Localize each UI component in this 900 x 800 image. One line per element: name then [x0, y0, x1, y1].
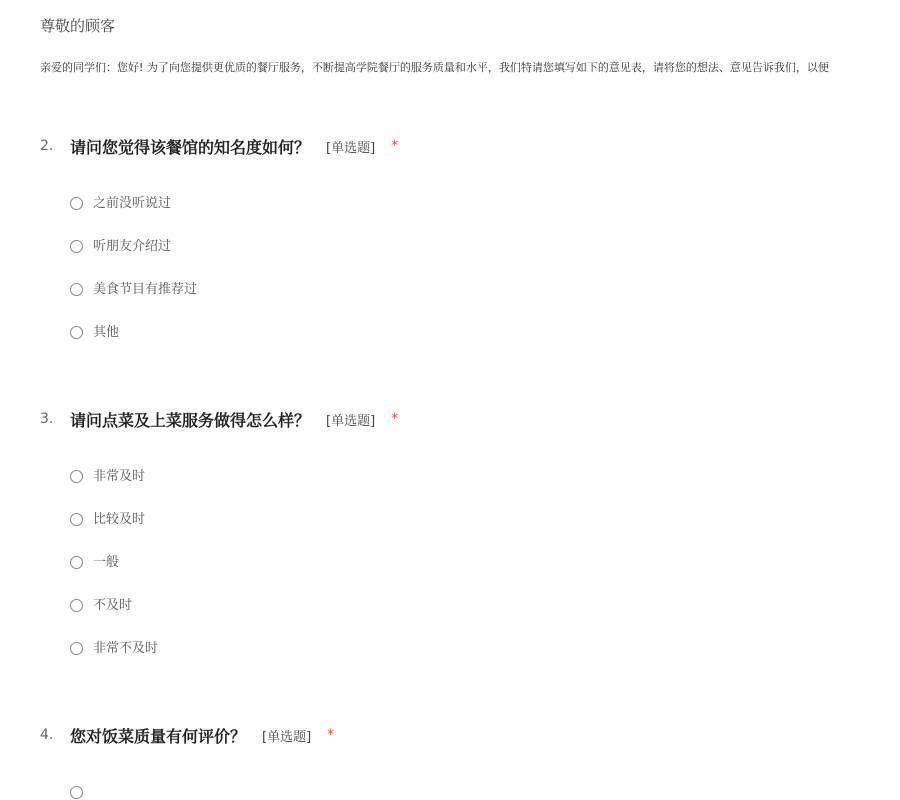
question-text: 请问您觉得该餐馆的知名度如何？ — [70, 137, 311, 157]
radio-button[interactable] — [70, 599, 83, 612]
radio-button[interactable] — [70, 556, 83, 569]
required-mark: * — [391, 411, 399, 427]
option-label[interactable]: 一般 — [93, 555, 120, 570]
option-label[interactable]: 不及时 — [93, 598, 133, 613]
question-header — [40, 407, 398, 431]
options-list — [70, 784, 83, 800]
option-label[interactable]: 其他 — [93, 325, 120, 340]
option-item[interactable] — [70, 468, 158, 511]
option-label[interactable]: 美食节目有推荐过 — [93, 282, 198, 297]
option-item[interactable] — [70, 281, 197, 324]
radio-button[interactable] — [70, 642, 83, 655]
options-list — [70, 468, 158, 683]
option-label[interactable]: 非常及时 — [93, 469, 146, 484]
option-label[interactable]: 听朋友介绍过 — [93, 239, 172, 254]
required-mark: * — [327, 727, 335, 743]
radio-button[interactable] — [70, 197, 83, 210]
survey-title: 尊敬的顾客 — [40, 17, 116, 35]
radio-button[interactable] — [70, 326, 83, 339]
radio-button[interactable] — [70, 513, 83, 526]
question-type-label: [单选题] — [326, 413, 376, 429]
radio-button[interactable] — [70, 786, 83, 799]
radio-button[interactable] — [70, 470, 83, 483]
question-number: 4. — [40, 727, 54, 743]
question-number: 3. — [40, 411, 54, 427]
option-item[interactable] — [70, 238, 197, 281]
options-list — [70, 195, 197, 367]
question-type-label: [单选题] — [326, 140, 376, 156]
option-item[interactable] — [70, 784, 83, 800]
option-item[interactable] — [70, 597, 158, 640]
survey-intro: 亲爱的同学们：您好! 为了向您提供更优质的餐厅服务，不断提高学院餐厅的服务质量和水平，我们特请您填写如下的意见表，请将您的想法、意见告诉我们，以便 — [40, 61, 829, 74]
question-text: 请问点菜及上菜服务做得怎么样？ — [70, 410, 311, 430]
question-type-label: [单选题] — [262, 729, 312, 745]
option-item[interactable] — [70, 511, 158, 554]
question-number: 2. — [40, 138, 54, 154]
radio-button[interactable] — [70, 240, 83, 253]
option-item[interactable] — [70, 554, 158, 597]
option-item[interactable] — [70, 324, 197, 367]
option-label[interactable]: 非常不及时 — [93, 641, 159, 656]
required-mark: * — [391, 138, 399, 154]
option-item[interactable] — [70, 640, 158, 683]
question-header — [40, 134, 398, 158]
option-label[interactable]: 之前没听说过 — [93, 196, 172, 211]
question-text: 您对饭菜质量有何评价？ — [70, 726, 247, 746]
radio-button[interactable] — [70, 283, 83, 296]
question-header — [40, 723, 334, 747]
option-label[interactable]: 比较及时 — [93, 512, 146, 527]
option-item[interactable] — [70, 195, 197, 238]
